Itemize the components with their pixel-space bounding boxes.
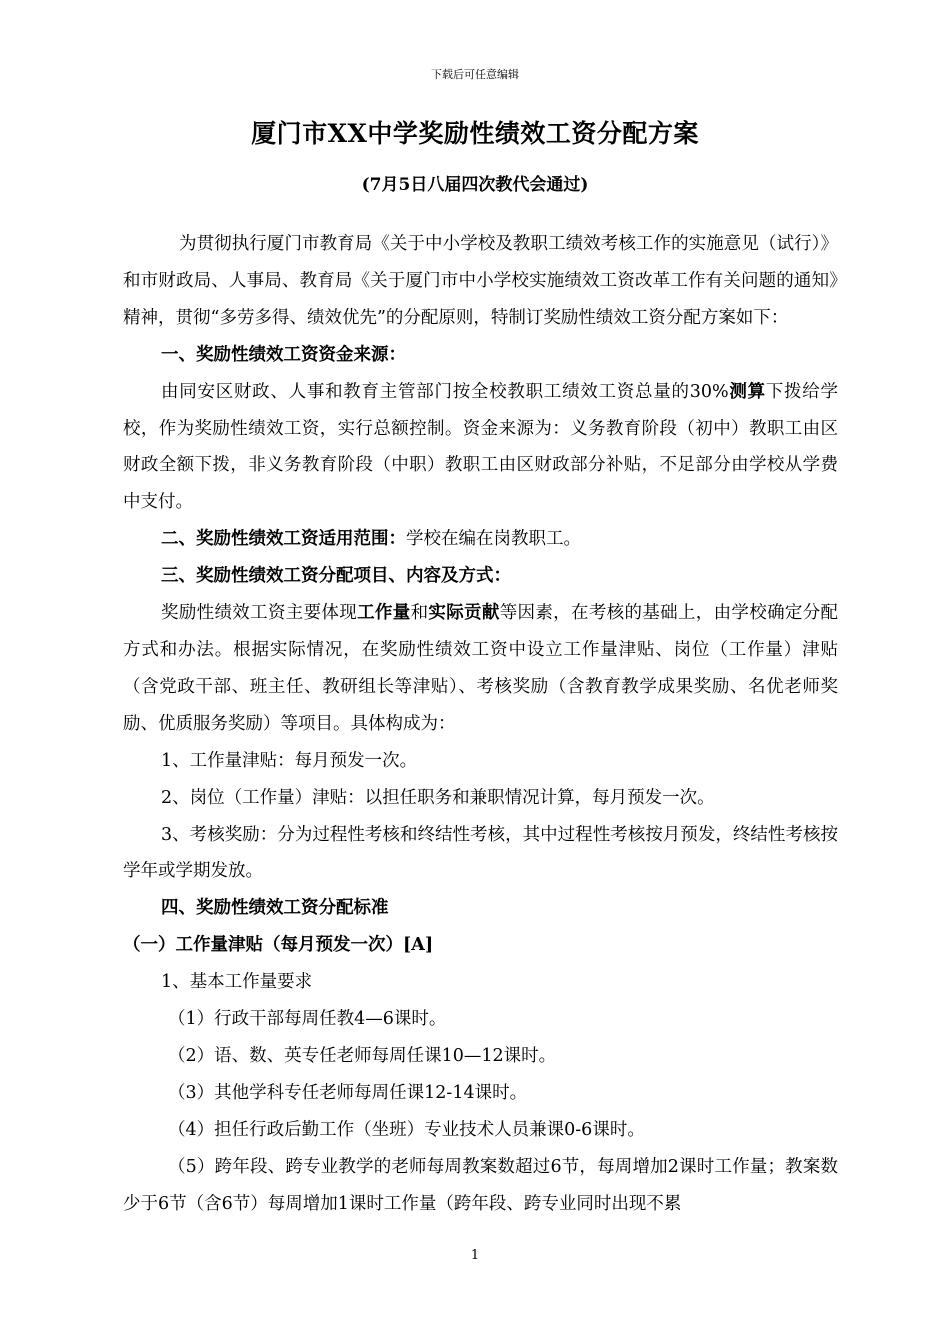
page-number: 1 <box>470 1248 480 1263</box>
header-note: 下载后可任意编辑 <box>431 68 519 81</box>
section-3-part1: 奖励性绩效工资主要体现 <box>161 603 358 624</box>
section-4-sub-item: （4）担任行政后勤工作（坐班）专业技术人员兼课0-6课时。 <box>168 1119 645 1140</box>
section-1-text-after: 下拨给学校，作为奖励性绩效工资，实行总额控制。资金来源为：义务教育阶段（初中）教职工由区财政全额下拨，非义务教育阶段（中职）教职工由区财政部分补贴，不足部分由学校从学费中支付。 <box>123 381 839 513</box>
section-3-bold1: 工作量 <box>357 603 411 624</box>
document-title: 厦门市XX中学奖励性绩效工资分配方案 <box>251 119 699 148</box>
section-3-bold2: 实际贡献 <box>428 603 500 624</box>
section-4-sub-item: （2）语、数、英专任老师每周任课10—12课时。 <box>168 1045 557 1066</box>
section-1-heading: 一、奖励性绩效工资资金来源： <box>161 344 406 365</box>
section-1-text-bold: 测算 <box>728 381 766 402</box>
section-3-item: 1、工作量津贴：每月预发一次。 <box>161 750 418 771</box>
document-body <box>123 226 838 1222</box>
section-2-heading: 二、奖励性绩效工资适用范围： <box>161 529 406 550</box>
section-3-item: 2、岗位（工作量）津贴：以担任职务和兼职情况计算，每月预发一次。 <box>161 787 715 808</box>
section-3-item: 3、考核奖励：分为过程性考核和终结性考核，其中过程性考核按月预发，终结性考核按学年或学期发放。 <box>123 824 838 882</box>
section-2-text: 学校在编在岗教职工。 <box>406 529 581 550</box>
intro-paragraph: 为贯彻执行厦门市教育局《关于中小学校及教职工绩效考核工作的实施意见（试行）》和市财政局、人事局、教育局《关于厦门市中小学校实施绩效工资改革工作有关问题的通知》精神，贯彻“多劳多得、绩效优先”的分配原则，特制订奖励性绩效工资分配方案如下： <box>123 234 838 328</box>
section-4-subheading: （一）工作量津贴（每月预发一次）[A] <box>123 935 434 956</box>
section-2-paragraph <box>123 521 838 558</box>
section-3-paragraph <box>123 595 838 743</box>
section-4-sub-item: （1）行政干部每周任教4—6课时。 <box>168 1009 447 1030</box>
section-3-part2: 和 <box>410 603 429 624</box>
section-1-paragraph <box>123 374 838 522</box>
document-subtitle: (7月5日八届四次教代会通过) <box>361 175 589 195</box>
section-4-sub-item: （5）跨年段、跨专业教学的老师每周教案数超过6节，每周增加2课时工作量；教案数少于6节（含6节）每周增加1课时工作量（跨年段、跨专业同时出现不累 <box>123 1156 838 1214</box>
section-4-heading: 四、奖励性绩效工资分配标准 <box>161 898 389 919</box>
section-3-heading: 三、奖励性绩效工资分配项目、内容及方式： <box>161 566 511 587</box>
section-4-sub-item: （3）其他学科专任老师每周任课12-14课时。 <box>168 1082 528 1103</box>
section-3-part3: 等因素，在考核的基础上，由学校确定分配方式和办法。根据实际情况，在奖励性绩效工资中设立工作量津贴、岗位（工作量）津贴（含党政干部、班主任、教研组长等津贴）、考核奖励（含教育教学成果奖励、名优老师奖励、优质服务奖励）等项目。具体构成为： <box>123 603 839 734</box>
section-1-text-before: 由同安区财政、人事和教育主管部门按全校教职工绩效工资总量的30% <box>161 381 729 402</box>
section-4-item-title: 1、基本工作量要求 <box>161 972 313 993</box>
